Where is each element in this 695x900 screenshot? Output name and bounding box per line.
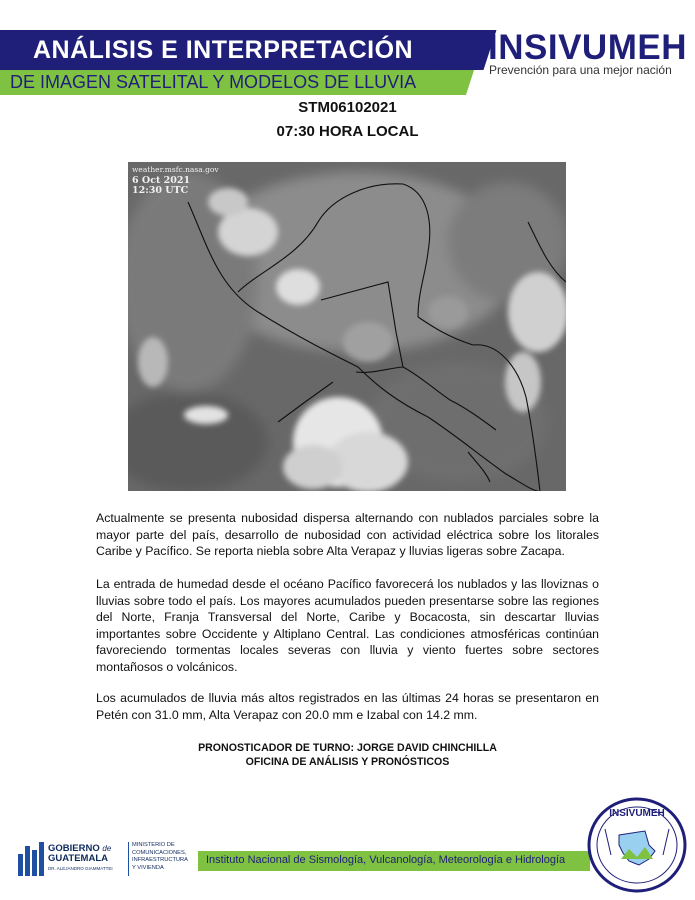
forecaster-on-duty: PRONOSTICADOR DE TURNO: JORGE DAVID CHINCHILLA: [198, 742, 497, 754]
ministry-line: INFRAESTRUCTURA: [132, 857, 188, 864]
government-president: DR. ALEJANDRO GIAMMATTEI: [48, 866, 113, 871]
institute-name: Instituto Nacional de Sismología, Vulcanología, Meteorología e Hidrología: [206, 854, 566, 866]
satellite-date: 6 Oct 2021: [132, 175, 191, 186]
bulletin-code: STM06102021: [298, 99, 397, 116]
government-name: [48, 844, 111, 864]
satellite-image-drawing: [128, 162, 566, 491]
paragraph-current-conditions: Actualmente se presenta nubosidad dispersa alternando con nublados parciales sobre la mayor parte del país, desarrollo de nubosidad con actividad eléctrica sobre los litorales Caribe y Pacífico. Se reporta niebla sobre Alta Verapaz y lluvias ligeras sobre Zacapa.: [96, 511, 599, 558]
insivumeh-seal: [585, 795, 690, 895]
ministry-line: MINISTERIO DE: [132, 842, 175, 848]
brand-tagline: Prevención para una mejor nación: [489, 63, 672, 77]
ministry-line: COMUNICACIONES,: [132, 849, 187, 856]
government-logo: [18, 842, 188, 878]
satellite-utc-time: 12:30 UTC: [132, 185, 189, 196]
satellite-source: weather.msfc.nasa.gov: [132, 165, 219, 174]
ministry-divider: [128, 842, 129, 876]
government-bars-icon: [18, 842, 44, 876]
government-name-line2: GUATEMALA: [48, 853, 108, 864]
paragraph-forecast: La entrada de humedad desde el océano Pacífico favorecerá los nublados y las lloviznas o lluvias sobre todo el país. Los mayores acumulados pueden presentarse sobre las regiones del Norte, Franja Transversal del Norte, Caribe y Bocacosta, sin descartar lluvias importantes sobre Occidente y Altiplano Central. Las condiciones atmosféricas continúan favoreciendo tormentas locales severas con lluvia y viento fuertes sobre sectores montañosos o volcánicos.: [96, 577, 599, 674]
paragraph-rainfall-totals: Los acumulados de lluvia más altos registrados en las últimas 24 horas se presentaron en Petén con 31.0 mm, Alta Verapaz con 20.0 mm e Izabal con 14.2 mm.: [96, 691, 599, 722]
insivumeh-logo: INSIVUMEH: [488, 28, 687, 67]
seal-text: INSIVUMEH: [609, 808, 665, 819]
government-name-de: de: [102, 844, 112, 853]
header-subtitle: DE IMAGEN SATELITAL Y MODELOS DE LLUVIA: [10, 72, 417, 92]
header-subtitle-band-tail: [426, 70, 474, 95]
header-title: ANÁLISIS E INTERPRETACIÓN: [33, 36, 414, 64]
bulletin-time: 07:30 HORA LOCAL: [276, 123, 419, 140]
ministry-line: Y VIVIENDA: [132, 864, 164, 871]
satellite-image: [128, 162, 566, 491]
ministry-name: [132, 842, 188, 872]
forecast-office: OFICINA DE ANÁLISIS Y PRONÓSTICOS: [245, 756, 450, 768]
government-name-line1: GOBIERNO: [48, 843, 100, 854]
